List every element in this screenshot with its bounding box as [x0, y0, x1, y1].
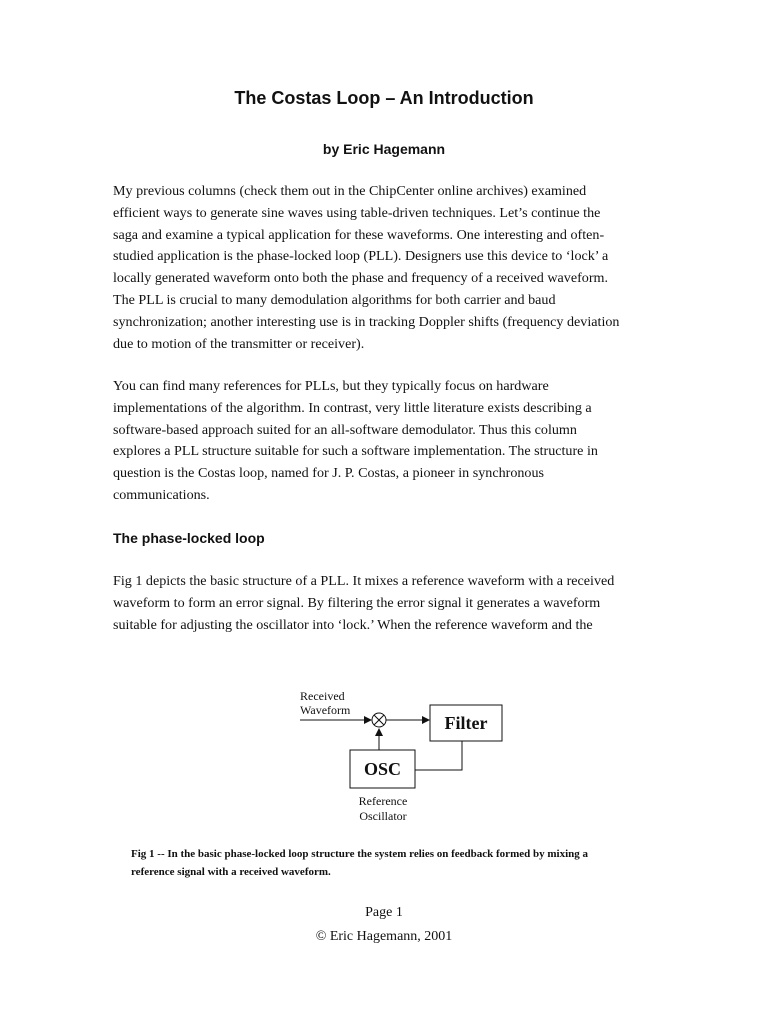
- text-line: communications.: [113, 486, 210, 503]
- copyright-notice: © Eric Hagemann, 2001: [315, 929, 453, 944]
- text-line: software-based approach suited for an all-software demodulator. Thus this column: [113, 421, 577, 438]
- text-line: locally generated waveform onto both the phase and frequency of a received waveform.: [113, 270, 609, 287]
- text-line: implementations of the algorithm. In contrast, very little literature exists describing a: [113, 399, 592, 416]
- section-paragraph: [113, 571, 658, 636]
- text-line: waveform to form an error signal. By filtering the error signal it generates a waveform: [113, 594, 601, 611]
- input-label-line1: Received: [300, 689, 345, 703]
- document-title: The Costas Loop – An Introduction: [234, 88, 534, 108]
- second-paragraph: [113, 376, 658, 507]
- input-label-line2: Waveform: [300, 703, 351, 717]
- page-number: Page 1: [365, 905, 403, 920]
- text-line: saga and examine a typical application for these waveforms. One interesting and often-: [113, 226, 605, 243]
- mixer-icon: [372, 713, 386, 727]
- osc-label: OSC: [363, 759, 402, 779]
- ref-label-line1: Reference: [358, 794, 408, 808]
- text-line: efficient ways to generate sine waves using table-driven techniques. Let’s continue the: [113, 204, 601, 221]
- filter-label: Filter: [444, 713, 488, 733]
- caption-line: reference signal with a received waveform.: [131, 866, 331, 878]
- figure-caption: [131, 845, 671, 881]
- feedback-line: [415, 741, 462, 770]
- intro-paragraph: [113, 181, 658, 355]
- caption-line: Fig 1 -- In the basic phase-locked loop structure the system relies on feedback formed by mixing a: [131, 848, 588, 860]
- text-line: synchronization; another interesting use is in tracking Doppler shifts (frequency deviation: [113, 313, 620, 330]
- text-line: My previous columns (check them out in the ChipCenter online archives) examined: [113, 183, 587, 199]
- text-line: The PLL is crucial to many demodulation algorithms for both carrier and baud: [113, 291, 556, 308]
- text-line: question is the Costas loop, named for J. P. Costas, a pioneer in synchronous: [113, 465, 544, 482]
- text-line: suitable for adjusting the oscillator into ‘lock.’ When the reference waveform and the: [113, 616, 593, 633]
- text-line: due to motion of the transmitter or receiver).: [113, 335, 365, 352]
- text-line: studied application is the phase-locked loop (PLL). Designers use this device to ‘lock’ a: [113, 248, 609, 265]
- author-byline: by Eric Hagemann: [322, 141, 446, 157]
- text-line: You can find many references for PLLs, but they typically focus on hardware: [113, 378, 549, 394]
- pll-block-diagram: [290, 680, 520, 830]
- text-line: Fig 1 depicts the basic structure of a PLL. It mixes a reference waveform with a received: [113, 573, 615, 589]
- text-line: explores a PLL structure suitable for such a software implementation. The structure in: [113, 443, 598, 460]
- ref-label-line2: Oscillator: [359, 809, 407, 823]
- section-heading: The phase-locked loop: [113, 530, 265, 546]
